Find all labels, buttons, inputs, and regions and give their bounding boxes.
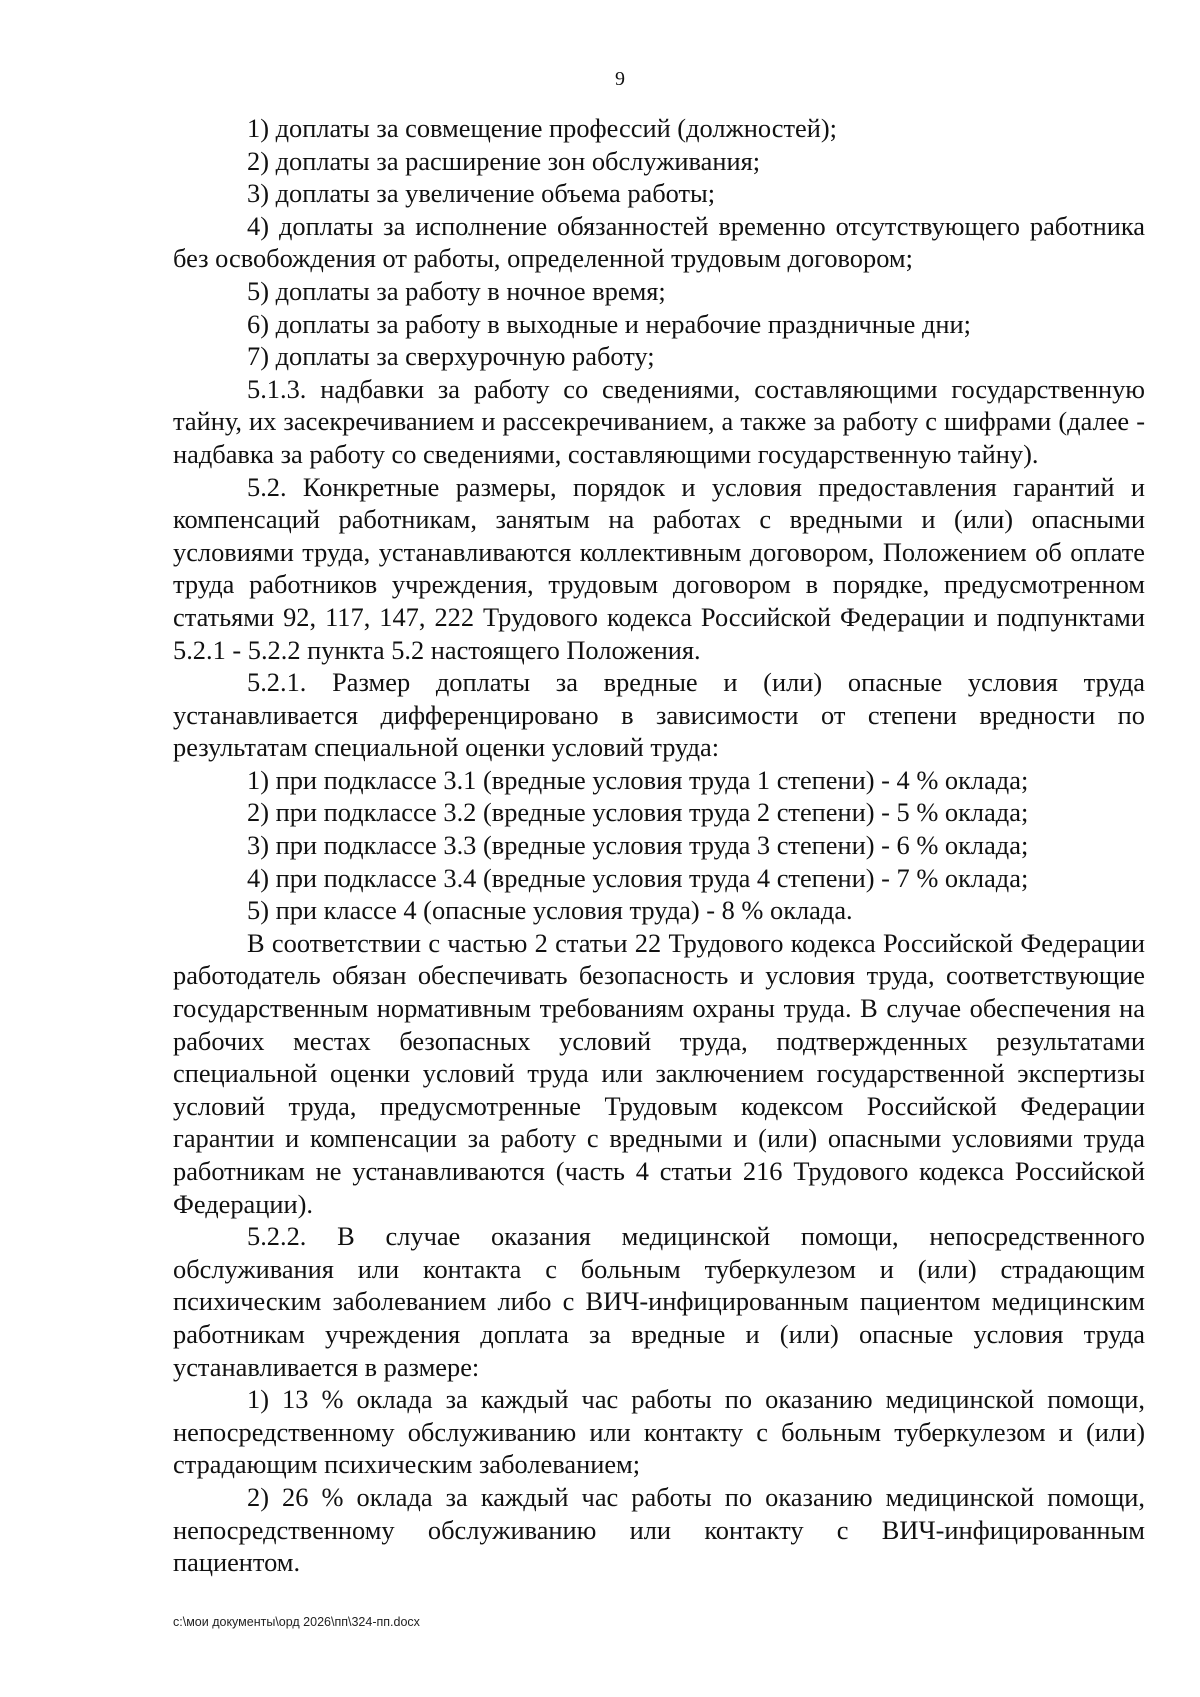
paragraph: 2) 26 % оклада за каждый час работы по оказанию медицинской помощи, непосредственному обслуживанию или контакту с ВИЧ-инфицированным пациентом.: [173, 1481, 1145, 1578]
paragraph: 2) при подклассе 3.2 (вредные условия труда 2 степени) - 5 % оклада;: [247, 797, 1029, 828]
paragraph: 5.1.3. надбавки за работу со сведениями, составляющими государственную тайну, их засекречиванием и рассекречиванием, а также за работу с шифрами (далее - надбавка за работу со сведениями, составляющими государственную тайну).: [173, 373, 1145, 469]
paragraph: 4) при подклассе 3.4 (вредные условия труда 4 степени) - 7 % оклада;: [247, 862, 1029, 893]
page-number: 9: [615, 68, 625, 90]
paragraph: 5.2. Конкретные размеры, порядок и условия предоставления гарантий и компенсаций работникам, занятым на работах с вредными и (или) опасными условиями труда, устанавливаются коллективным договором, Положением об оплате труда работников учреждения, трудовым договором в порядке, предусмотренном статьями 92, 117, 147, 222 Трудового кодекса Российской Федерации и подпунктами 5.2.1 - 5.2.2 пункта 5.2 настоящего Положения.: [173, 471, 1145, 665]
file-path-footer: c:\мои документы\орд 2026\пп\324-пп.docx: [173, 1615, 420, 1629]
paragraph: 5) при классе 4 (опасные условия труда) - 8 % оклада.: [247, 895, 853, 926]
paragraph: 1) доплаты за совмещение профессий (должностей);: [247, 113, 837, 143]
paragraph: 1) 13 % оклада за каждый час работы по оказанию медицинской помощи, непосредственному обслуживанию или контакту с больным туберкулезом и (или) страдающим психическим заболеванием;: [173, 1384, 1145, 1480]
paragraph: 5.2.2. В случае оказания медицинской помощи, непосредственного обслуживания или контакта с больным туберкулезом и (или) страдающим психическим заболеванием либо с ВИЧ-инфицированным пациентом медицинским работникам учреждения доплата за вредные и (или) опасные условия труда устанавливается в размере:: [173, 1221, 1145, 1382]
paragraph: В соответствии с частью 2 статьи 22 Трудового кодекса Российской Федерации работодатель обязан обеспечивать безопасность и условия труда, соответствующие государственным нормативным требованиям охраны труда. В случае обеспечения на рабочих местах безопасных условий труда, подтвержденных результатами специальной оценки условий труда или заключением государственной экспертизы условий труда, предусмотренные Трудовым кодексом Российской Федерации гарантии и компенсации за работу с вредными и (или) опасными условиями труда работникам не устанавливаются (часть 4 статьи 216 Трудового кодекса Российской Федерации).: [173, 927, 1145, 1219]
paragraph: 3) при подклассе 3.3 (вредные условия труда 3 степени) - 6 % оклада;: [247, 830, 1029, 861]
paragraph: 3) доплаты за увеличение объема работы;: [247, 178, 716, 209]
paragraph: 4) доплаты за исполнение обязанностей временно отсутствующего работника без освобождения от работы, определенной трудовым договором;: [173, 210, 1145, 274]
paragraph: 2) доплаты за расширение зон обслуживания;: [247, 145, 761, 176]
paragraph: 5) доплаты за работу в ночное время;: [247, 275, 666, 306]
paragraph: 1) при подклассе 3.1 (вредные условия труда 1 степени) - 4 % оклада;: [247, 764, 1029, 795]
paragraph: 5.2.1. Размер доплаты за вредные и (или) опасные условия труда устанавливается дифференцировано в зависимости от степени вредности по результатам специальной оценки условий труда:: [173, 667, 1145, 763]
paragraph: 7) доплаты за сверхурочную работу;: [247, 341, 655, 372]
document-body: [173, 112, 1145, 1579]
paragraph: 6) доплаты за работу в выходные и нерабочие праздничные дни;: [247, 308, 971, 339]
